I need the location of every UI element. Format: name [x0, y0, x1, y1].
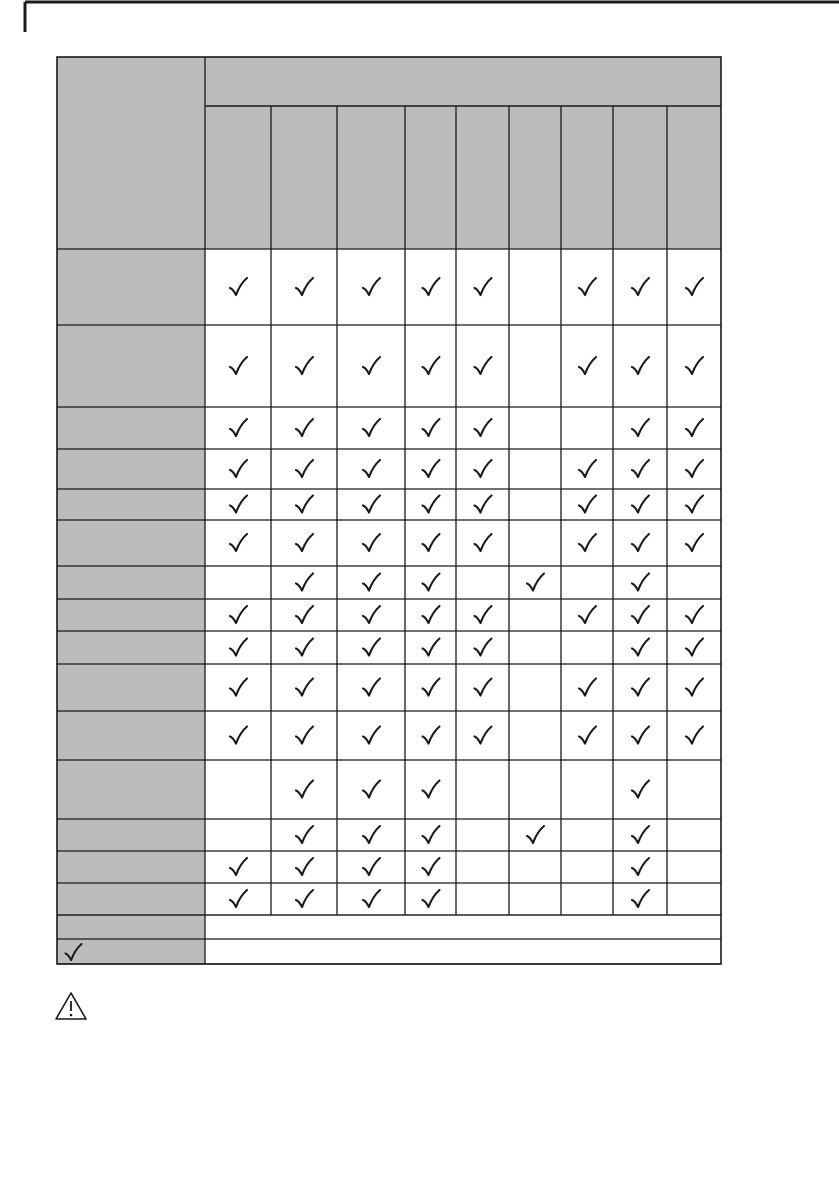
check-icon	[230, 496, 247, 513]
check-icon	[686, 278, 703, 295]
check-icon	[363, 460, 380, 477]
check-icon	[296, 679, 313, 696]
check-icon	[230, 606, 247, 623]
check-icon	[230, 357, 247, 374]
check-icon	[632, 858, 649, 875]
check-icon	[632, 419, 649, 436]
check-icon	[363, 357, 380, 374]
check-icon	[475, 357, 492, 374]
check-icon	[527, 826, 544, 843]
check-icon	[475, 534, 492, 551]
check-icon	[632, 606, 649, 623]
check-icon	[363, 278, 380, 295]
check-icon	[579, 679, 596, 696]
check-icon	[423, 679, 440, 696]
check-icon	[423, 727, 440, 744]
check-icon	[686, 460, 703, 477]
check-icon	[363, 419, 380, 436]
check-icon	[632, 826, 649, 843]
check-icon	[363, 606, 380, 623]
warning-triangle-icon	[54, 991, 88, 1021]
check-icon	[632, 727, 649, 744]
check-icon	[423, 460, 440, 477]
check-icon	[632, 496, 649, 513]
check-icon	[475, 496, 492, 513]
check-icon	[475, 679, 492, 696]
check-icon	[296, 278, 313, 295]
check-icon	[363, 496, 380, 513]
check-icon	[423, 781, 440, 798]
check-icon	[686, 357, 703, 374]
check-icon	[296, 858, 313, 875]
check-icon	[423, 496, 440, 513]
check-icon	[296, 357, 313, 374]
check-icon	[230, 639, 247, 656]
check-icon	[579, 357, 596, 374]
check-icon	[475, 606, 492, 623]
check-icon	[230, 534, 247, 551]
check-icon	[632, 574, 649, 591]
check-icon	[632, 679, 649, 696]
check-icon	[475, 419, 492, 436]
check-icon	[632, 460, 649, 477]
check-icon	[579, 278, 596, 295]
check-icon	[296, 419, 313, 436]
check-icon	[423, 574, 440, 591]
check-icon	[296, 606, 313, 623]
check-icon	[686, 496, 703, 513]
check-icon	[423, 826, 440, 843]
check-icon	[423, 419, 440, 436]
check-icon	[632, 278, 649, 295]
check-icon	[423, 639, 440, 656]
check-icon	[527, 574, 544, 591]
check-icon	[579, 460, 596, 477]
check-icon	[475, 727, 492, 744]
check-icon	[363, 727, 380, 744]
check-icon	[363, 890, 380, 907]
check-icon	[296, 639, 313, 656]
check-icon	[423, 606, 440, 623]
check-icon	[230, 890, 247, 907]
check-icon	[632, 534, 649, 551]
check-icon	[296, 781, 313, 798]
check-icon	[475, 460, 492, 477]
check-icon	[363, 679, 380, 696]
check-icon	[296, 460, 313, 477]
check-icon	[230, 419, 247, 436]
check-icon	[579, 727, 596, 744]
check-icon	[686, 534, 703, 551]
check-icon	[475, 278, 492, 295]
check-icon	[230, 460, 247, 477]
check-icon	[296, 727, 313, 744]
check-icon	[423, 858, 440, 875]
check-icon	[686, 679, 703, 696]
check-icon	[423, 278, 440, 295]
check-icon	[632, 890, 649, 907]
check-icon	[423, 890, 440, 907]
check-icon	[632, 357, 649, 374]
check-icon	[363, 534, 380, 551]
check-icon	[296, 534, 313, 551]
check-icon	[363, 858, 380, 875]
check-icon	[296, 496, 313, 513]
check-icon	[579, 496, 596, 513]
check-icon	[363, 639, 380, 656]
check-icon	[423, 534, 440, 551]
check-icon	[632, 639, 649, 656]
check-icon	[363, 781, 380, 798]
check-icon	[230, 278, 247, 295]
check-icon	[686, 606, 703, 623]
check-icon	[686, 419, 703, 436]
check-icon	[686, 639, 703, 656]
check-icon	[363, 574, 380, 591]
check-icon	[423, 357, 440, 374]
row-label-column	[57, 249, 205, 964]
check-icon	[230, 679, 247, 696]
check-icon	[296, 574, 313, 591]
check-icon	[686, 727, 703, 744]
check-icon	[632, 781, 649, 798]
header-band	[57, 57, 721, 249]
check-icon	[579, 534, 596, 551]
check-icon	[475, 639, 492, 656]
check-icon	[296, 826, 313, 843]
check-icon	[363, 826, 380, 843]
check-icon	[230, 727, 247, 744]
check-icon	[296, 890, 313, 907]
check-icon	[230, 858, 247, 875]
check-icon	[579, 606, 596, 623]
